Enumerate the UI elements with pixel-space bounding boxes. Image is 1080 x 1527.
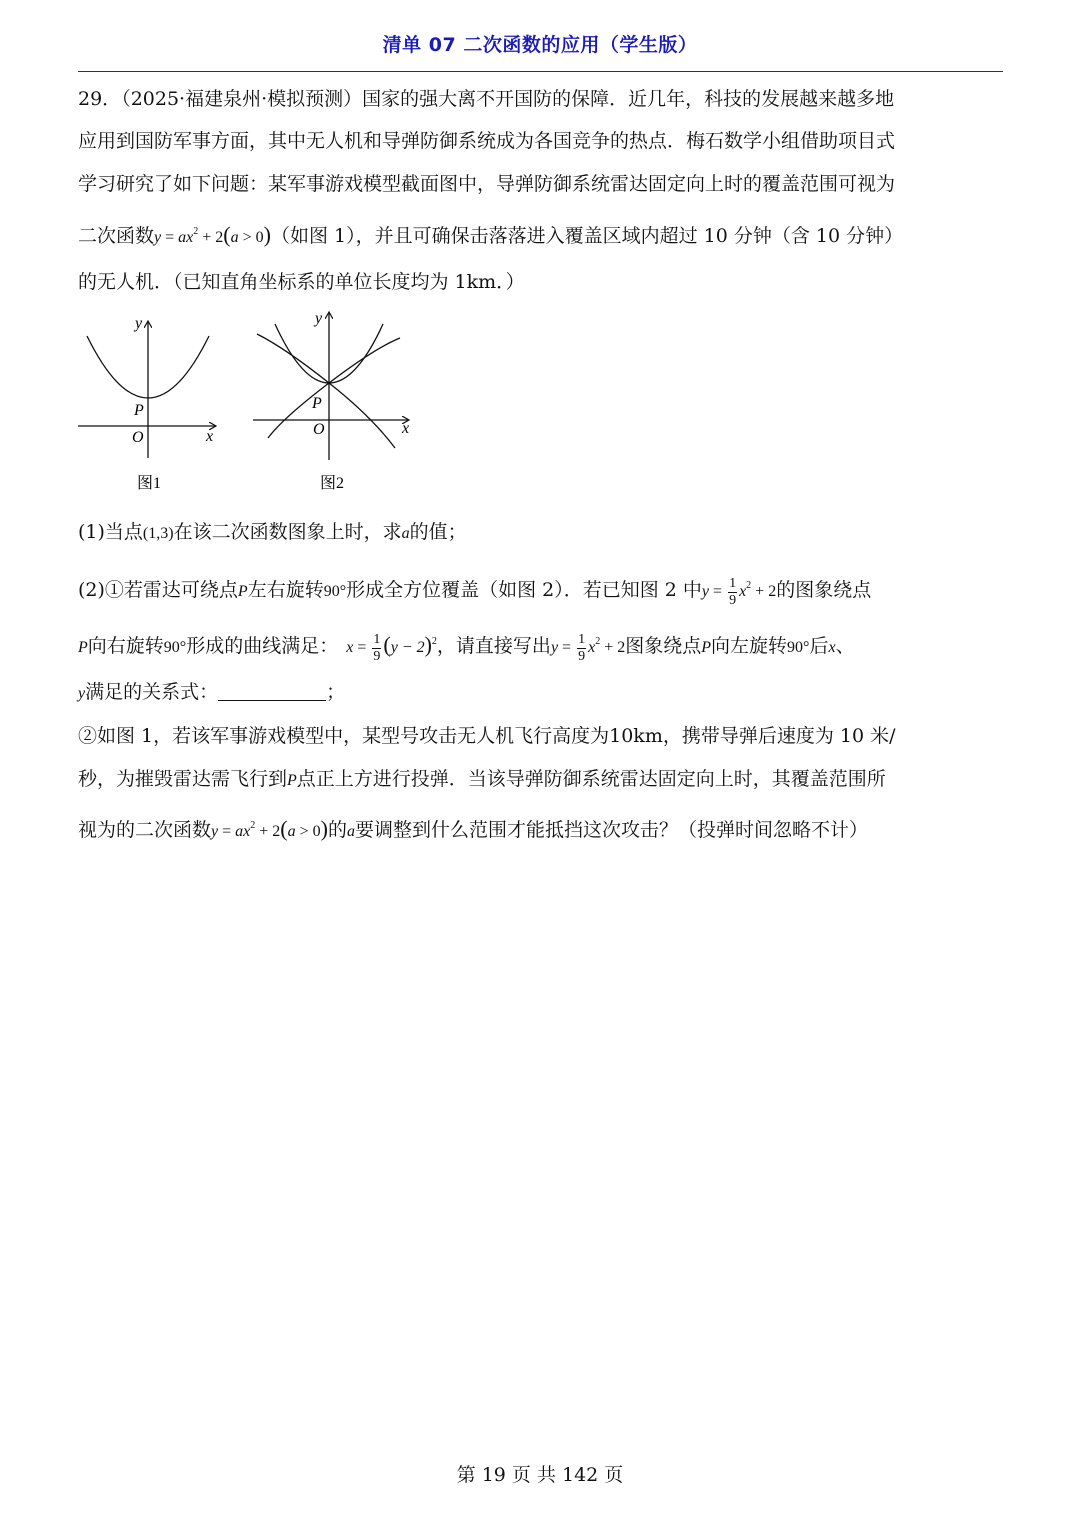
part-2-line-6: 视为的二次函数$y = ax^2 + 2(a > 0)$的a要调整到什么范围才能抵挡这次攻击？（投弹时间忽略不计）: [78, 816, 869, 841]
formula-rotated: x = $\frac{1}{9}$ $(y - 2)^2$: [346, 631, 437, 664]
figure-1: [78, 315, 215, 492]
header-divider: [78, 71, 1003, 72]
svg-text:y: y: [315, 310, 323, 327]
part-2-line-5: 秒，为摧毁雷达需飞行到P点正上方进行投弹．当该导弹防御系统雷达固定向上时，其覆盖范围所: [78, 768, 886, 790]
svg-text:x: x: [402, 420, 410, 437]
problem-number: 29．: [78, 88, 122, 110]
part-1-line: (1)当点(1,3)在该二次函数图象上时，求a的值；: [78, 521, 467, 543]
origin-label: O: [132, 429, 144, 446]
problem-text: 二次函数: [78, 225, 155, 247]
problem-line-1: [78, 85, 1003, 113]
problem-line-4: [78, 218, 1003, 252]
part-2-line-1: (2)①若雷达可绕点P左右旋转90°形成全方位覆盖（如图 2）．若已知图 2 中y = $\frac{1}{9}$ $x^2 + 2$的图象绕点: [78, 575, 872, 608]
formula-parabola-2: $y = ax^2 + 2(a > 0)$: [211, 816, 328, 841]
y-axis-label: y: [135, 315, 143, 332]
problem-line-5: 的无人机．（已知直角坐标系的单位长度均为 1km．）: [78, 271, 525, 293]
point-coord: (1,3): [142, 525, 174, 542]
part-2-line-2: P向右旋转90°形成的曲线满足： x = $\frac{1}{9}$ $(y - 2)^2$，请直接写出y = $\frac{1}{9}$ $x^2 + 2$图象绕点P向左旋转90°后x、: [78, 631, 855, 664]
answer-blank[interactable]: [218, 680, 326, 701]
figure-1-caption: 图1: [137, 475, 162, 492]
part-2-line-4: ②如图 1，若该军事游戏模型中，某型号攻击无人机飞行高度为10km，携带导弹后速度为 10 米/: [78, 725, 896, 747]
x-axis-label: x: [206, 428, 214, 445]
problem-source: （2025·福建泉州·模拟预测）: [121, 88, 363, 110]
formula-given: y = $\frac{1}{9}$ $x^2 + 2$: [701, 575, 777, 608]
problem-text: （如图 1），并且可确保击落落进入覆盖区域内超过 10 分钟（含 10 分钟）: [270, 225, 904, 247]
svg-text:O: O: [313, 421, 325, 438]
page-header-title: 清单 07 二次函数的应用（学生版）: [382, 34, 698, 56]
part-2-line-3: y满足的关系式： ；: [78, 681, 346, 703]
problem-line-3: 学习研究了如下问题：某军事游戏模型截面图中，导弹防御系统雷达固定向上时的覆盖范围可视为: [78, 173, 896, 195]
figure-2: [253, 310, 409, 492]
point-p-label: P: [134, 402, 144, 419]
figure-2-caption: 图2: [320, 475, 345, 492]
figures: [75, 308, 425, 498]
problem-line-2: 应用到国防军事方面，其中无人机和导弹防御系统成为各国竞争的热点．梅石数学小组借助项目式: [78, 130, 896, 152]
problem-text: 国家的强大离不开国防的保障．近几年，科技的发展越来越多地: [362, 88, 895, 110]
svg-text:P: P: [312, 395, 322, 412]
formula-given-2: y = $\frac{1}{9}$ $x^2 + 2$: [550, 631, 626, 664]
formula-parabola: $y = ax^2 + 2(a > 0)$: [154, 222, 271, 247]
page-footer: 第 19 页 共 142 页: [456, 1464, 624, 1486]
